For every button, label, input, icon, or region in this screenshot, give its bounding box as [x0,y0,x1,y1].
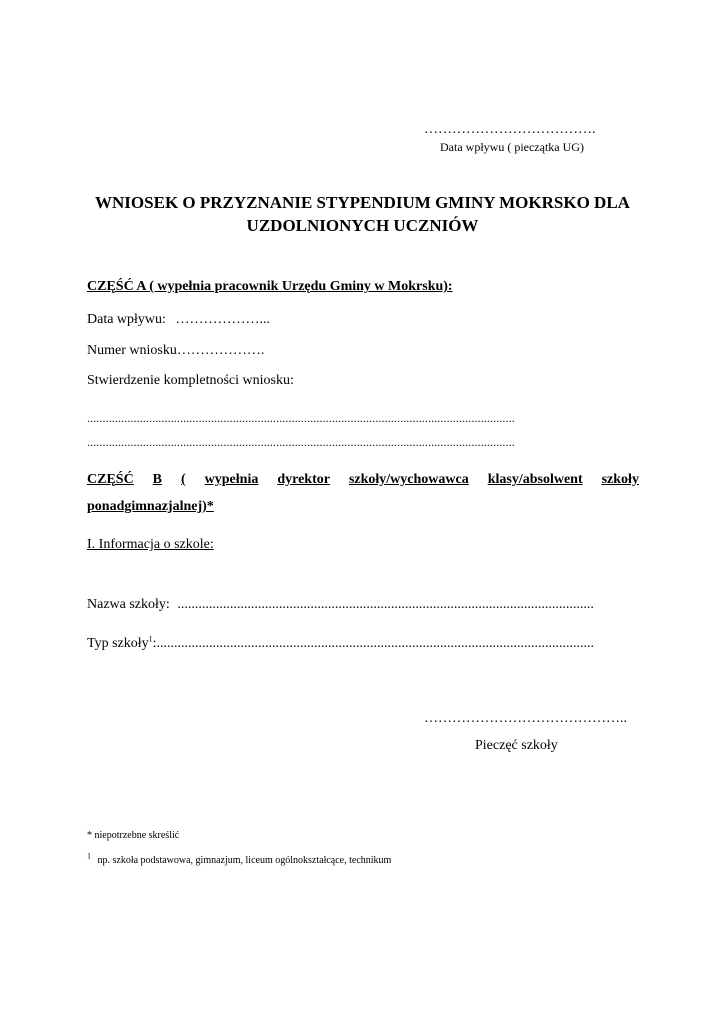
part-b-heading-word: szkoły/wychowawca [348,472,469,487]
date-field[interactable]: ………………... [175,312,270,327]
footnote-1-mark: 1 [87,851,91,861]
document-title-line2: UZDOLNIONYCH UCZNIÓW [246,216,479,235]
date-row [87,312,270,328]
stamp-label: Data wpływu ( pieczątka UG) [440,140,584,154]
date-label: Data wpływu: [87,312,166,327]
part-b-heading-word: szkoły [601,472,639,487]
school-info-title: I. Informacja o szkole: [87,537,214,552]
footnote-1-text: np. szkoła podstawowa, gimnazjum, liceum ogólnokształcące, technikum [97,855,392,866]
part-b-heading-line2: ponadgimnazjalnej)* [87,499,214,514]
footnote-1 [87,851,392,866]
number-row [87,343,264,359]
part-b-heading-word: B [152,472,163,487]
part-b-heading [87,472,639,488]
completeness-label: Stwierdzenie kompletności wniosku: [87,373,294,388]
school-type-label: Typ szkoły [87,636,149,651]
number-field[interactable]: ………………. [176,343,265,358]
part-b-heading-word: ( [181,472,186,487]
school-name-row [87,597,594,613]
part-a-heading: CZĘŚĆ A ( wypełnia pracownik Urzędu Gminy w Mokrsku): [87,279,453,294]
stamp-dots: ………………………………. [424,122,596,137]
footnote-ref: 1 [148,634,153,644]
completeness-line-2[interactable]: .......................................................................................................................................... [87,435,515,449]
part-b-heading-word: wypełnia [204,472,259,487]
completeness-line-1[interactable]: .......................................................................................................................................... [87,411,515,425]
part-b-heading-word: klasy/absolwent [487,472,583,487]
number-label: Numer wniosku [87,343,177,358]
school-name-field[interactable]: ....................................................................................................................... [177,597,594,612]
part-b-heading-word: CZĘŚĆ [87,472,134,487]
school-name-label: Nazwa szkoły: [87,597,170,612]
asterisk-footnote: * niepotrzebne skreślić [87,830,180,841]
part-b-heading-word: dyrektor [277,472,330,487]
seal-label: Pieczęć szkoły [475,738,558,753]
school-type-row [87,636,594,652]
school-type-field[interactable]: :............................................................................................................................. [152,636,595,651]
seal-dots[interactable]: …………………………………….. [424,711,627,726]
document-title-line1: WNIOSEK O PRZYZNANIE STYPENDIUM GMINY MOKRSKO DLA [95,193,630,212]
